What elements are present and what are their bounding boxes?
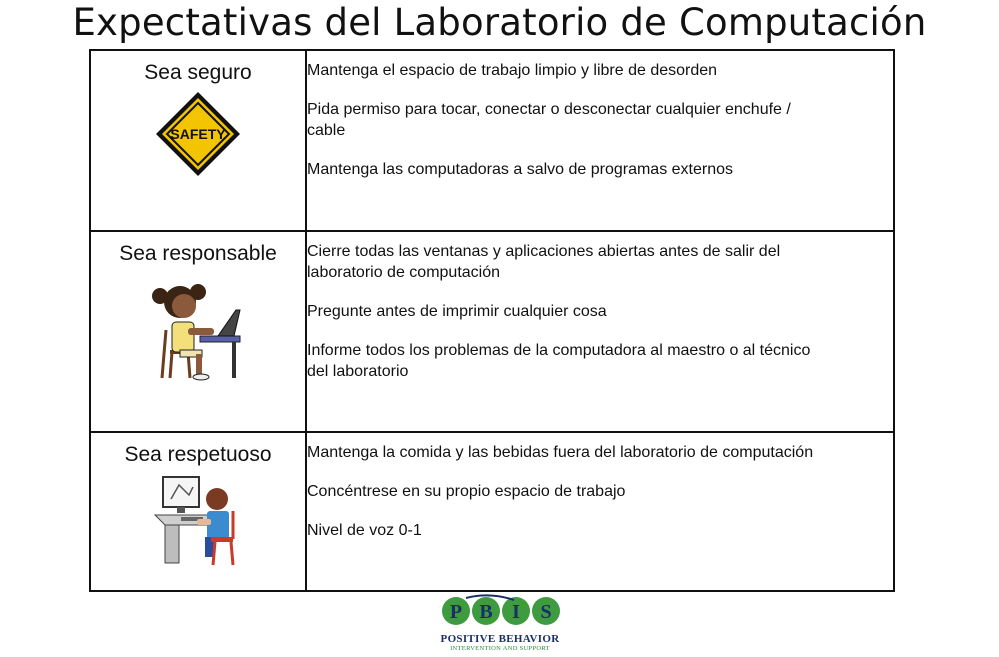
item-text: Mantenga las computadoras a salvo de programas externos xyxy=(307,161,734,178)
category-label: Sea respetuoso xyxy=(124,443,272,466)
pbis-letters-icon xyxy=(430,594,570,628)
item-text: Mantenga el espacio de trabajo limpio y libre de desorden xyxy=(307,62,718,79)
list-item xyxy=(307,481,893,502)
category-label: Sea responsable xyxy=(119,242,277,265)
page-title: Expectativas del Laboratorio de Computación xyxy=(72,1,927,44)
pbis-line1: POSITIVE BEHAVIOR xyxy=(440,633,560,645)
list-item xyxy=(307,520,893,541)
item-text: Concéntrese en su propio espacio de trabajo xyxy=(307,483,626,500)
list-item xyxy=(307,241,893,283)
list-item xyxy=(307,442,893,463)
pbis-line2: INTERVENTION AND SUPPORT xyxy=(450,645,550,652)
category-label: Sea seguro xyxy=(144,61,252,84)
pbis-letter: P xyxy=(449,601,463,623)
safety-sign-icon xyxy=(153,89,243,179)
list-item xyxy=(307,340,893,382)
category-cell xyxy=(90,231,306,432)
item-text: Pregunte antes de imprimir cualquier cosa xyxy=(307,303,607,320)
item-text: Pida permiso para tocar, conectar o desconectar cualquier enchufe / xyxy=(307,101,791,118)
pbis-logo xyxy=(430,594,570,654)
category-cell xyxy=(90,50,306,231)
list-item xyxy=(307,159,893,180)
list-item xyxy=(307,301,893,322)
item-text: Informe todos los problemas de la computadora al maestro o al técnico xyxy=(307,342,811,359)
boy-at-desktop-icon xyxy=(153,471,243,567)
list-item xyxy=(307,60,893,81)
item-text: del laboratorio xyxy=(307,363,409,380)
expectations-table xyxy=(89,49,895,592)
list-item xyxy=(307,99,893,141)
items-cell xyxy=(306,231,894,432)
table-row xyxy=(90,231,894,432)
item-text: Nivel de voz 0-1 xyxy=(307,522,422,539)
items-cell xyxy=(306,432,894,591)
safety-sign-text: SAFETY xyxy=(170,126,226,142)
table-row xyxy=(90,50,894,231)
item-text: Cierre todas las ventanas y aplicaciones abiertas antes de salir del xyxy=(307,243,781,260)
item-text: Mantenga la comida y las bebidas fuera del laboratorio de computación xyxy=(307,444,814,461)
items-cell xyxy=(306,50,894,231)
table-row xyxy=(90,432,894,591)
pbis-letter: B xyxy=(479,601,493,623)
category-cell xyxy=(90,432,306,591)
pbis-letter: S xyxy=(540,601,552,623)
girl-at-laptop-icon xyxy=(148,270,248,382)
pbis-letter: I xyxy=(512,601,520,623)
item-text: cable xyxy=(307,122,346,139)
item-text: laboratorio de computación xyxy=(307,264,501,281)
